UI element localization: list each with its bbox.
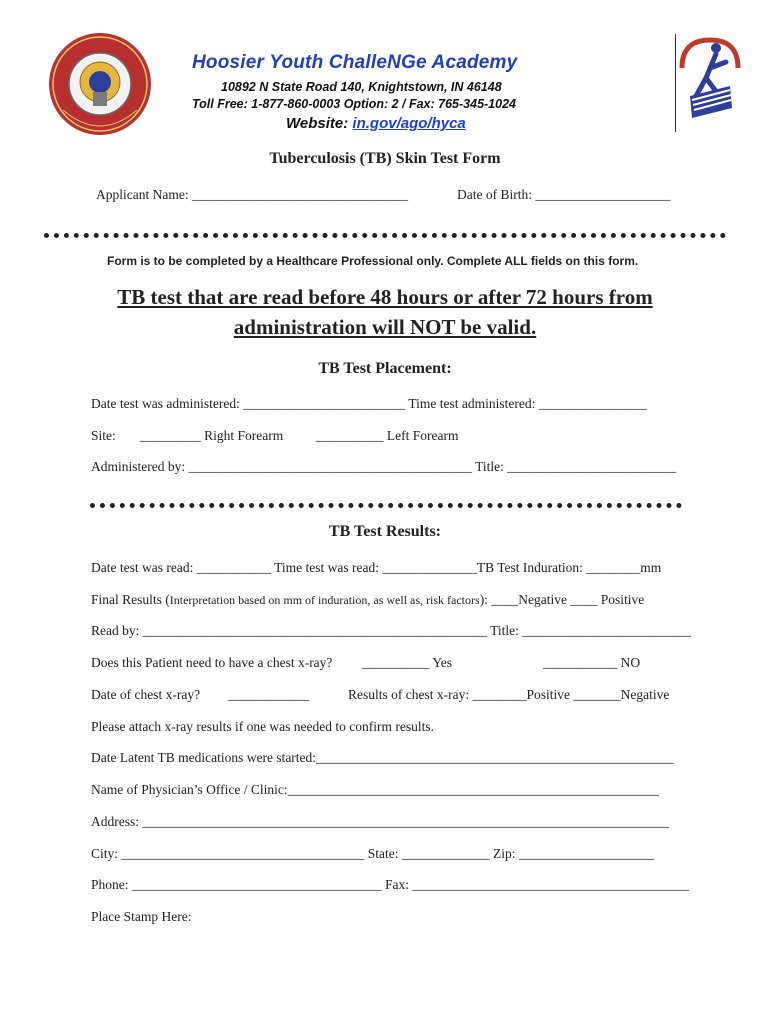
physician-office-field[interactable]: Name of Physician’s Office / Clinic:_______________________________________________________	[91, 782, 659, 797]
final-results-options: ): ____Negative ____ Positive	[479, 592, 645, 607]
final-results-note: Interpretation based on mm of induration, as well as, risk factors	[169, 593, 480, 607]
website-label: Website:	[286, 115, 349, 132]
date-chest-xray-field[interactable]: ____________	[228, 687, 309, 702]
city-state-zip-field[interactable]: City: ____________________________________ State: _____________ Zip: ____________________	[91, 846, 654, 861]
chest-xray-yes-field[interactable]: __________ Yes	[362, 655, 453, 670]
academy-name: Hoosier Youth ChalleNGe Academy	[192, 52, 518, 73]
date-of-birth-field[interactable]: Date of Birth: ____________________	[457, 187, 671, 202]
national-guard-youth-challenge-logo	[676, 34, 744, 130]
warning-line-1: TB test that are read before 48 hours or after 72 hours from	[117, 285, 653, 309]
chest-xray-no-field[interactable]: ___________ NO	[543, 655, 641, 670]
academy-address: 10892 N State Road 140, Knightstown, IN 46148	[221, 80, 502, 94]
administered-by-field[interactable]: Administered by: __________________________________________ Title: _________________________	[91, 459, 677, 474]
address-field[interactable]: Address: ______________________________________________________________________________	[91, 814, 669, 829]
date-time-read-induration-field[interactable]: Date test was read: ___________ Time test was read: ______________TB Test Induration: ________mm	[91, 560, 662, 575]
attach-xray-note: Please attach x-ray results if one was needed to confirm results.	[91, 719, 435, 734]
latent-tb-medication-field[interactable]: Date Latent TB medications were started:_____________________________________________________	[91, 750, 674, 765]
applicant-name-field[interactable]: Applicant Name: ________________________________	[96, 187, 408, 202]
site-label: Site:	[91, 428, 116, 443]
date-chest-xray-label: Date of chest x-ray?	[91, 687, 201, 702]
instruction-text: Form is to be completed by a Healthcare Professional only. Complete ALL fields on this form.	[107, 254, 639, 268]
date-time-administered-field[interactable]: Date test was administered: ________________________ Time test administered: ________________	[91, 396, 647, 411]
academy-seal-logo	[47, 30, 153, 138]
chest-xray-question: Does this Patient need to have a chest x-ray?	[91, 655, 333, 670]
dotted-divider	[90, 503, 682, 508]
left-forearm-field[interactable]: __________ Left Forearm	[316, 428, 459, 443]
results-heading: TB Test Results:	[328, 523, 442, 540]
website-link[interactable]: in.gov/ago/hyca	[352, 115, 466, 132]
results-chest-xray-field[interactable]: Results of chest x-ray: ________Positive _______Negative	[348, 687, 670, 702]
dotted-divider	[44, 233, 726, 238]
final-results-field[interactable]	[91, 592, 644, 608]
warning-line-2: administration will NOT be valid.	[233, 315, 537, 339]
final-results-label: Final Results (	[91, 592, 170, 607]
form-title: Tuberculosis (TB) Skin Test Form	[269, 150, 501, 167]
academy-phone-fax: Toll Free: 1-877-860-0003 Option: 2 / Fax: 765-345-1024	[192, 97, 516, 111]
right-forearm-field[interactable]: _________ Right Forearm	[140, 428, 284, 443]
website-line	[286, 115, 466, 132]
place-stamp-label: Place Stamp Here:	[91, 909, 192, 924]
phone-fax-field[interactable]: Phone: _____________________________________ Fax: _________________________________________	[91, 877, 690, 892]
read-by-field[interactable]: Read by: ___________________________________________________ Title: _________________________	[91, 623, 692, 638]
placement-heading: TB Test Placement:	[318, 360, 452, 377]
